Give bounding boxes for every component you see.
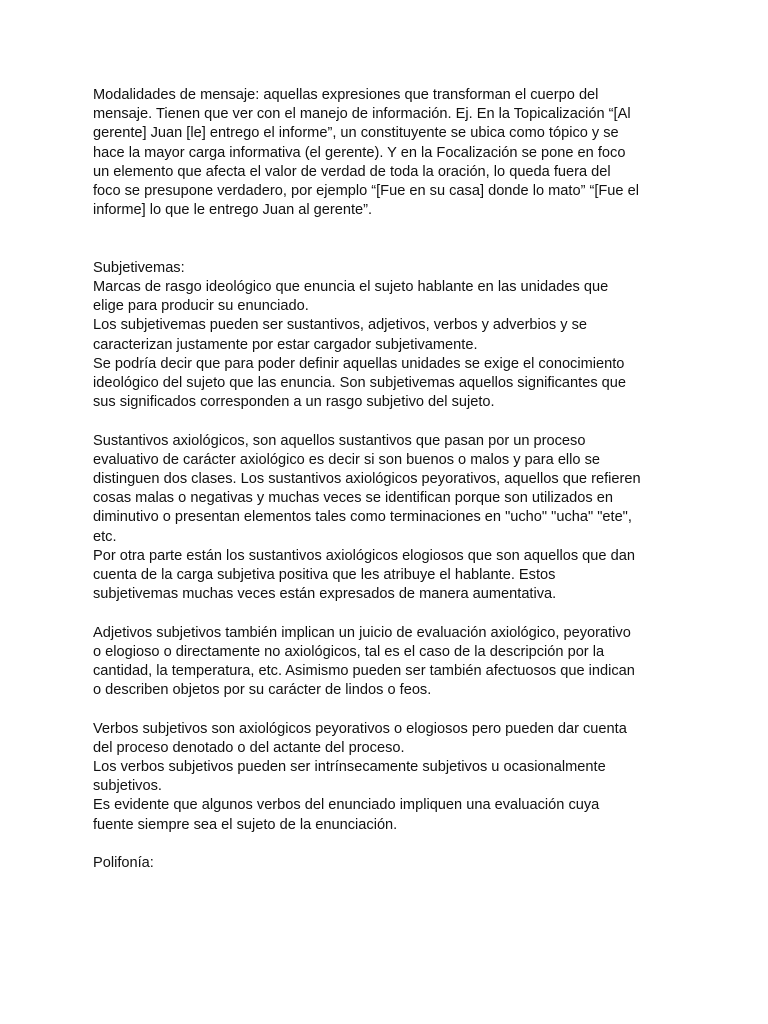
paragraph-adjetivos — [93, 624, 683, 701]
section-heading: Subjetivemas: — [93, 259, 185, 276]
text-line: un elemento que afecta el valor de verdad de toda la oración, lo queda fuera del — [93, 163, 611, 180]
text-line: elige para producir su enunciado. — [93, 298, 309, 315]
text-line: Adjetivos subjetivos también implican un juicio de evaluación axiológico, peyorativo — [93, 624, 631, 641]
paragraph-verbos — [93, 720, 683, 835]
text-line: fuente siempre sea el sujeto de la enunciación. — [93, 816, 398, 833]
text-line: cantidad, la temperatura, etc. Asimismo pueden ser también afectuosos que indican — [93, 663, 635, 680]
text-line: Se podría decir que para poder definir aquellas unidades se exige el conocimiento — [93, 355, 625, 372]
paragraph-sustantivos — [93, 432, 683, 605]
text-line: Es evidente que algunos verbos del enunciado impliquen una evaluación cuya — [93, 797, 600, 814]
paragraph-polifonia — [93, 854, 683, 873]
text-line: hace la mayor carga informativa (el gerente). Y en la Focalización se pone en foco — [93, 144, 626, 161]
text-line: subjetivemas muchas veces están expresados de manera aumentativa. — [93, 586, 557, 603]
section-heading: Polifonía: — [93, 855, 154, 872]
text-line: gerente] Juan [le] entrego el informe”, un constituyente se ubica como tópico y se — [93, 125, 619, 142]
text-line: Por otra parte están los sustantivos axiológicos elogiosos que son aquellos que dan — [93, 547, 635, 564]
text-line: o elogioso o directamente no axiológicos, tal es el caso de la descripción por la — [93, 643, 605, 660]
text-line: cosas malas o negativas y muchas veces se identifican porque son utilizados en — [93, 490, 613, 507]
text-line: Los verbos subjetivos pueden ser intrínsecamente subjetivos u ocasionalmente — [93, 759, 606, 776]
paragraph-modalidades — [93, 86, 683, 220]
paragraph-spacer — [93, 835, 683, 854]
text-line: diminutivo o presentan elementos tales como terminaciones en "ucho" "ucha" "ete", — [93, 509, 632, 526]
text-line: Los subjetivemas pueden ser sustantivos, adjetivos, verbos y adverbios y se — [93, 317, 588, 334]
text-line: evaluativo de carácter axiológico es decir si son buenos o malos y para ello se — [93, 451, 601, 468]
paragraph-spacer — [93, 604, 683, 623]
text-line: o describen objetos por su carácter de lindos o feos. — [93, 682, 432, 699]
text-line: Sustantivos axiológicos, son aquellos sustantivos que pasan por un proceso — [93, 432, 586, 449]
text-line: informe] lo que le entrego Juan al gerente”. — [93, 202, 373, 219]
paragraph-spacer — [93, 220, 683, 258]
text-line: distinguen dos clases. Los sustantivos axiológicos peyorativos, aquellos que refieren — [93, 471, 641, 488]
text-line: del proceso denotado o del actante del proceso. — [93, 739, 405, 756]
text-line: mensaje. Tienen que ver con el manejo de información. Ej. En la Topicalización “[Al — [93, 106, 631, 123]
text-line: foco se presupone verdadero, por ejemplo “[Fue en su casa] donde lo mato” “[Fue el — [93, 183, 639, 200]
text-line: Modalidades de mensaje: aquellas expresiones que transforman el cuerpo del — [93, 87, 599, 103]
text-line: caracterizan justamente por estar cargador subjetivamente. — [93, 336, 478, 353]
paragraph-spacer — [93, 700, 683, 719]
text-line: subjetivos. — [93, 778, 162, 795]
document-body — [93, 86, 683, 873]
text-line: Verbos subjetivos son axiológicos peyorativos o elogiosos pero pueden dar cuenta — [93, 720, 627, 737]
text-line: ideológico del sujeto que las enuncia. Son subjetivemas aquellos significantes que — [93, 375, 627, 392]
text-line: sus significados corresponden a un rasgo subjetivo del sujeto. — [93, 394, 495, 411]
text-line: cuenta de la carga subjetiva positiva que les atribuye el hablante. Estos — [93, 567, 556, 584]
paragraph-spacer — [93, 412, 683, 431]
paragraph-subjetivemas — [93, 259, 683, 413]
text-line: Marcas de rasgo ideológico que enuncia el sujeto hablante en las unidades que — [93, 279, 609, 296]
text-line: etc. — [93, 528, 117, 545]
